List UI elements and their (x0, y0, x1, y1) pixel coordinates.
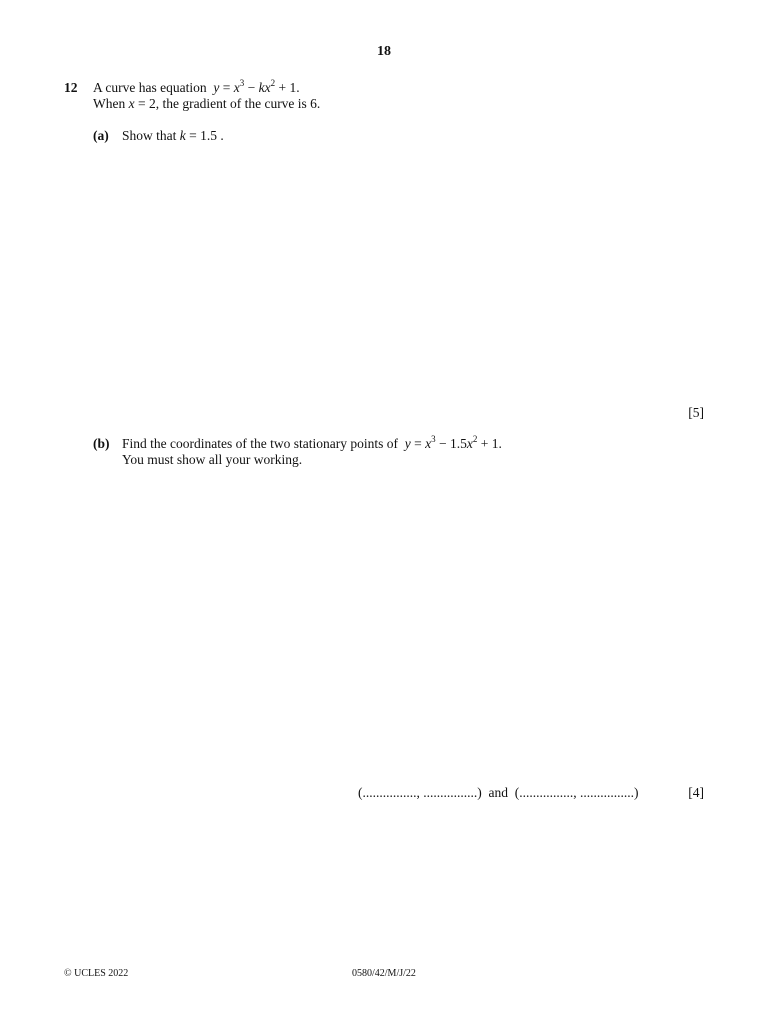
answer-and: and (488, 785, 508, 800)
page-number: 18 (377, 44, 391, 59)
part-a-label: (a) (93, 128, 109, 143)
part-b-equation: $y = x^3 - 1.5x^2 + 1$. (404, 433, 502, 451)
part-b-text: Find the coordinates of the two stationary points of $y = x^3 - 1.5x^2 + 1$. (122, 433, 502, 451)
part-a-marks: [5] (688, 405, 704, 420)
part-b-marks: [4] (688, 785, 704, 800)
intro-equation: $y = x^3 - kx^2 + 1$. (213, 77, 300, 95)
part-b-instruction: You must show all your working. (122, 452, 303, 467)
part-b-label: (b) (93, 436, 110, 451)
answer-blank-2[interactable]: ................ (423, 785, 478, 800)
footer-copyright: © UCLES 2022 (64, 968, 129, 979)
intro-text: A curve has equation (93, 80, 207, 95)
answer-blank-4[interactable]: ................ (580, 785, 634, 800)
answer-line: (................, ................) and (................, ................) (358, 785, 639, 800)
question-number: 12 (64, 80, 78, 95)
answer-blank-1[interactable]: ................ (362, 785, 417, 800)
footer-code: 0580/42/M/J/22 (352, 968, 416, 979)
answer-blank-3[interactable]: ................ (519, 785, 574, 800)
question-condition: When x = 2, the gradient of the curve is 6. (93, 96, 321, 111)
part-a-text: Show that k = 1.5 . (122, 128, 224, 143)
question-intro (93, 77, 300, 96)
